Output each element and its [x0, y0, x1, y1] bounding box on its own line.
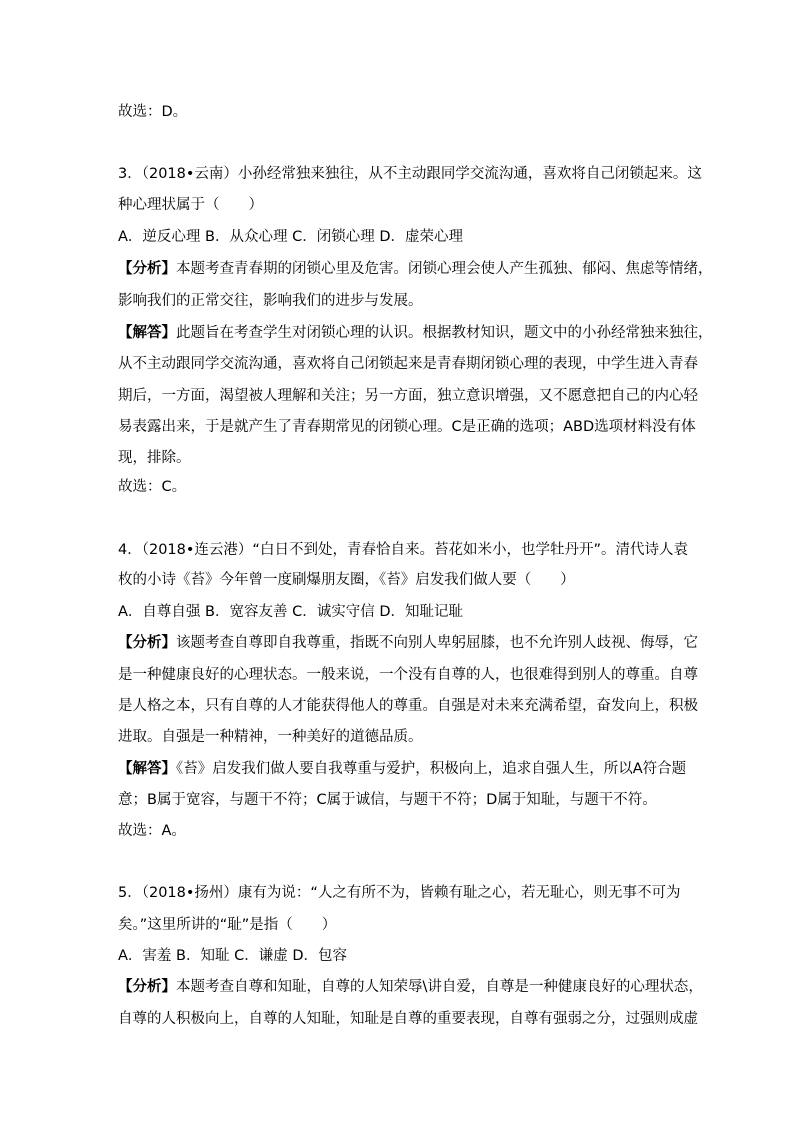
q4-analysis-line-3: 是人格之本，只有自尊的人才能获得他人的尊重。自强是对未来充满希望，奋发向上，积极	[118, 698, 698, 714]
q3-answer-line-3: 期后，一方面，渴望被人理解和关注；另一方面，独立意识增强，又不愿意把自己的内心轻	[118, 388, 698, 404]
q4-analysis-text-1: 该题考查自尊即自我尊重，指既不向别人卑躬屈膝，也不允许别人歧视、侮辱，它	[176, 635, 698, 651]
q3-answer-line-1	[118, 318, 713, 348]
q3-answer-line-5: 现，排除。	[118, 450, 191, 466]
q5-options: A．害羞 B．知耻 C．谦虚 D．包容	[118, 948, 347, 964]
q4-analysis-line-2: 是一种健康良好的心理状态。一般来说，一个没有自尊的人，也很难得到别人的尊重。自尊	[118, 667, 698, 683]
q4-stem-line-2: 枚的小诗《苔》今年曾一度刷爆朋友圈，《苔》启发我们做人要（ ）	[118, 572, 575, 588]
q5-analysis-line-1	[118, 972, 703, 1002]
q4-conclusion: 故选：A。	[118, 823, 186, 839]
q4-answer-line-2: 意；B属于宽容，与题干不符；C属于诚信，与题干不符；D属于知耻，与题干不符。	[118, 792, 657, 808]
q3-analysis-line-1	[118, 254, 713, 284]
q3-conclusion: 故选：C。	[118, 479, 187, 495]
answer-tag: 【解答】	[118, 325, 176, 341]
q4-analysis-line-1	[118, 628, 698, 658]
q3-answer-line-4: 易表露出来，于是就产生了青春期常见的闭锁心理。C是正确的选项；ABD选项材料没有体	[118, 419, 696, 435]
analysis-tag: 【分析】	[118, 261, 176, 277]
q3-analysis-text-1: 本题考查青春期的闭锁心里及危害。闭锁心理会使人产生孤独、郁闷、焦虑等情绪，	[176, 261, 713, 277]
q3-options: A．逆反心理 B．从众心理 C．闭锁心理 D．虚荣心理	[118, 229, 463, 245]
q5-analysis-line-2: 自尊的人积极向上，自尊的人知耻，知耻是自尊的重要表现，自尊有强弱之分，过强则成虚	[118, 1011, 698, 1027]
q3-answer-text-1: 此题旨在考查学生对闭锁心理的认识。根据教材知识，题文中的小孙经常独来独往，	[176, 325, 713, 341]
q4-answer-line-1	[118, 754, 687, 784]
q4-answer-text-1: 《苔》启发我们做人要自我尊重与爱护，积极向上，追求自强人生，所以A符合题	[176, 761, 687, 777]
analysis-tag: 【分析】	[118, 979, 176, 995]
analysis-tag: 【分析】	[118, 635, 176, 651]
q5-stem-line-2: 矣。”这里所讲的“耻”是指（ ）	[118, 917, 337, 933]
q3-answer-line-2: 从不主动跟同学交流沟通，喜欢将自己闭锁起来是青春期闭锁心理的表现，中学生进入青春	[118, 356, 698, 372]
q5-stem-line-1: 5．（2018•扬州）康有为说：“人之有所不为，皆赖有耻之心，若无耻心，则无事不可为	[118, 885, 681, 901]
q4-analysis-line-4: 进取。自强是一种精神，一种美好的道德品质。	[118, 729, 423, 745]
answer-tag: 【解答】	[118, 761, 176, 777]
q4-stem-line-1: 4．（2018•连云港）“白日不到处，青春恰自来。苔花如米小，也学牡丹开”。清代诗人袁	[118, 542, 688, 558]
q4-options: A．自尊自强 B．宽容友善 C．诚实守信 D．知耻记耻	[118, 604, 463, 620]
q5-analysis-text-1: 本题考查自尊和知耻，自尊的人知荣辱\讲自爱，自尊是一种健康良好的心理状态，	[176, 979, 703, 995]
q3-analysis-line-2: 影响我们的正常交往，影响我们的进步与发展。	[118, 293, 423, 309]
prev-answer-conclusion: 故选：D。	[118, 104, 188, 120]
q3-stem-line-1: 3．（2018•云南）小孙经常独来独往，从不主动跟同学交流沟通，喜欢将自己闭锁起来。这	[118, 166, 702, 182]
q3-stem-line-2: 种心理状属于（ ）	[118, 197, 263, 213]
